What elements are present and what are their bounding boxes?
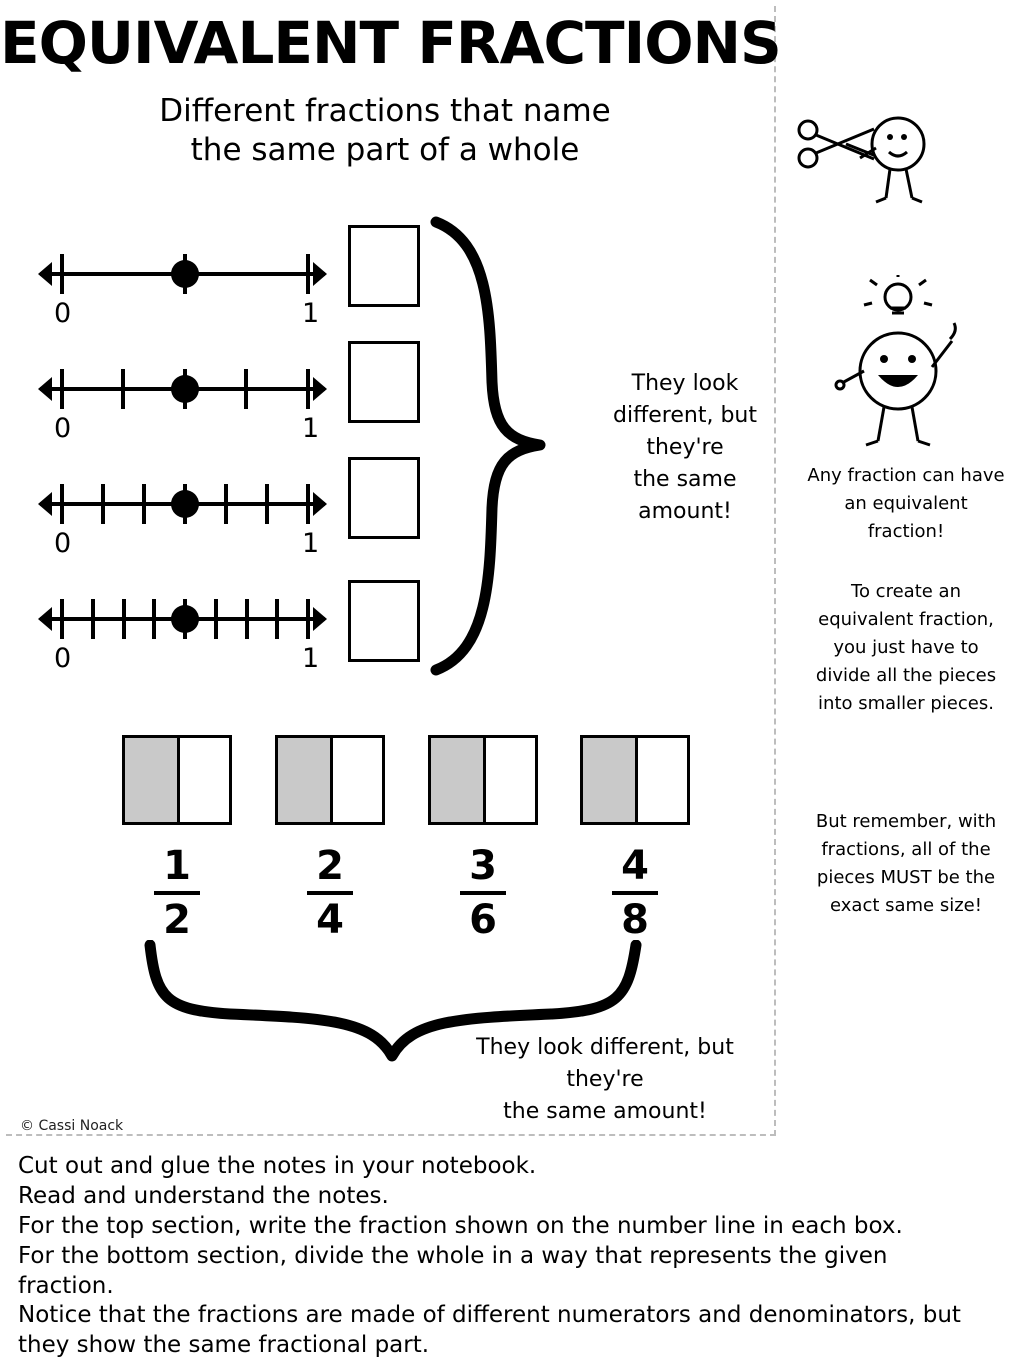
numberline-sixths [40,470,325,559]
bottom-callout-text [440,1032,770,1128]
numberline-fourths [40,355,325,444]
numberline-start-label: 0 [54,528,72,559]
point-marker [171,490,199,518]
fraction-bar-line [612,891,658,895]
fraction-bar-line [154,891,200,895]
bar-three-sixths[interactable] [428,735,538,825]
bar-segment-shaded [278,738,330,822]
point-marker [171,260,199,288]
tick-mark [244,369,248,409]
numberline-end-label: 1 [302,643,320,674]
tick-mark [152,599,156,639]
sidebar-note-3: But remember, with fractions, all of the pieces MUST be the exact same size! [815,811,997,916]
answer-box-1[interactable] [348,225,420,307]
fraction-bar-line [460,891,506,895]
tick-mark [306,254,310,294]
bar-segment-shaded [583,738,635,822]
tick-mark [60,599,64,639]
tick-mark [245,599,249,639]
top-curly-brace [428,212,588,682]
axis-arrow-left [38,262,52,286]
bar-segment-shaded [431,738,483,822]
bottom-callout-line: They look different, but [476,1035,734,1060]
tick-mark [60,484,64,524]
fraction-bar-line [307,891,353,895]
scissors-character-illustration [790,112,950,222]
page-subtitle [0,92,770,170]
fraction-numerator: 2 [316,843,344,889]
subtitle-line-2: the same part of a whole [190,131,580,168]
point-marker [171,375,199,403]
fraction-denominator: 2 [163,897,191,943]
numberline-end-label: 1 [302,413,320,444]
bottom-callout-line: the same amount! [503,1098,707,1124]
numberline-eighths [40,585,325,674]
answer-box-4[interactable] [348,580,420,662]
tick-mark [121,369,125,409]
tick-mark [60,369,64,409]
top-callout-line: the same [633,466,737,492]
axis-arrow-left [38,377,52,401]
bar-segment-plain [483,738,535,822]
tick-mark [91,599,95,639]
fraction-two-fourths [275,845,385,941]
axis-arrow-right [313,377,327,401]
numberline-start-label: 0 [54,298,72,329]
tick-mark [101,484,105,524]
page-title: EQUIVALENT FRACTIONS [0,9,781,77]
axis-arrow-left [38,607,52,631]
tick-mark [306,599,310,639]
bottom-callout-line: they're [566,1066,644,1092]
sidebar-note-1: Any fraction can have an equivalent fraction! [807,465,1005,542]
fraction-one-half [122,845,232,941]
bar-four-eighths[interactable] [580,735,690,825]
subtitle-line-1: Different fractions that name [159,93,611,129]
directions-line-3: For the top section, write the fraction shown on the number line in each box. [18,1212,903,1239]
sidebar-note-2: To create an equivalent fraction, you just have to divide all the pieces into smaller pieces. [815,581,997,714]
tick-mark [306,484,310,524]
numberline-end-label: 1 [302,528,320,559]
tick-mark [122,599,126,639]
numberline-start-label: 0 [54,413,72,444]
top-callout-text [590,368,780,527]
bar-segment-plain [177,738,229,822]
tick-mark [60,254,64,294]
tick-mark [214,599,218,639]
numberline-halves [40,240,325,329]
axis-arrow-left [38,492,52,516]
point-marker [171,605,199,633]
bar-segment-plain [330,738,382,822]
directions-line-2: Read and understand the notes. [18,1182,389,1209]
copyright-notice: © Cassi Noack [20,1118,124,1134]
fraction-numerator: 4 [621,843,649,889]
bar-segment-plain [635,738,687,822]
axis-arrow-right [313,492,327,516]
fraction-denominator: 6 [469,897,497,943]
tick-mark [142,484,146,524]
numberline-start-label: 0 [54,643,72,674]
answer-box-3[interactable] [348,457,420,539]
fraction-denominator: 4 [316,897,344,943]
top-callout-line: They look [631,371,739,396]
fraction-four-eighths [580,845,690,941]
directions-line-4: For the bottom section, divide the whole in a way that represents the given fraction. [18,1242,895,1299]
lightbulb-character-illustration [820,275,980,455]
top-callout-line: different, but [613,402,757,428]
tick-mark [224,484,228,524]
axis-arrow-right [313,262,327,286]
directions-line-5: Notice that the fractions are made of different numerators and denominators, but they show the same fractional part. [18,1302,969,1359]
numberline-end-label: 1 [302,298,320,329]
fraction-denominator: 8 [621,897,649,943]
tick-mark [275,599,279,639]
axis-arrow-right [313,607,327,631]
fraction-numerator: 3 [469,843,497,889]
directions-line-1: Cut out and glue the notes in your notebook. [18,1153,537,1179]
fraction-numerator: 1 [163,843,191,889]
bar-segment-shaded [125,738,177,822]
bar-two-fourths[interactable] [275,735,385,825]
answer-box-2[interactable] [348,341,420,423]
tick-mark [306,369,310,409]
directions-block [18,1152,978,1361]
tick-mark [265,484,269,524]
top-callout-line: they're [646,434,724,460]
fraction-three-sixths [428,845,538,941]
top-callout-line: amount! [638,498,732,524]
bar-one-half[interactable] [122,735,232,825]
